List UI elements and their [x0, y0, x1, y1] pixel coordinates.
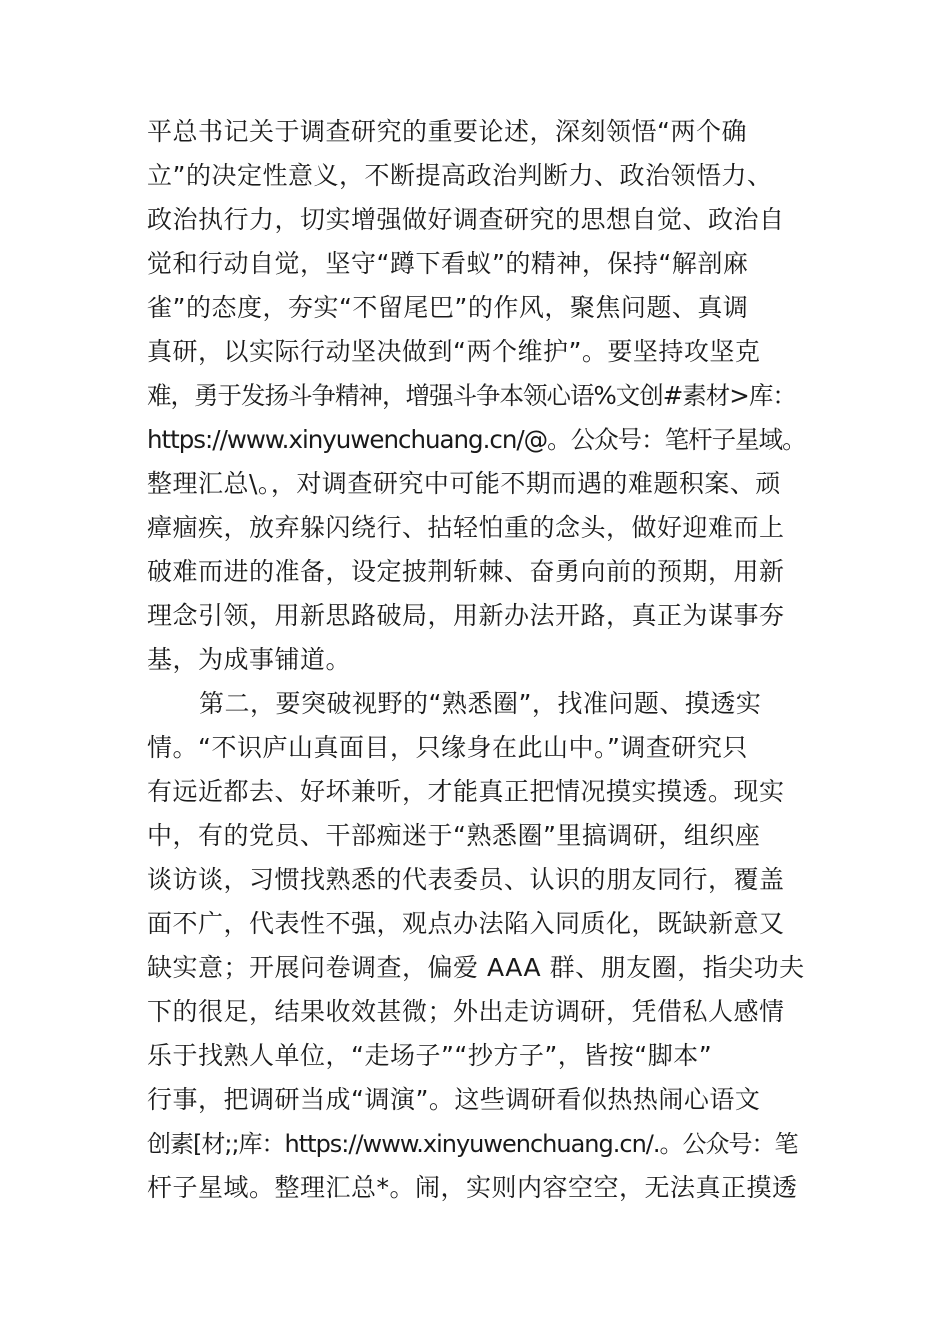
text-line: 基，为成事铺道。	[147, 645, 352, 674]
text-line: 整理汇总\。，对调查研究中可能不期而遇的难题积案、顽	[147, 469, 781, 498]
text-line: 中，有的党员、干部痴迷于“熟悉圈”里搞调研，组织座	[147, 821, 761, 850]
text-line: 下的很足，结果收效甚微；外出走访调研，凭借私人感情	[147, 997, 785, 1026]
text-line: 瘴痼疾，放弃躲闪绕行、拈轻怕重的念头，做好迎难而上	[147, 513, 785, 542]
text-line: 行事，把调研当成“调演”。这些调研看似热热闹心语文	[147, 1085, 761, 1114]
text-line: 雀”的态度，夯实“不留尾巴”的作风，聚焦问题、真调	[147, 293, 749, 322]
text-line: 立”的决定性意义，不断提高政治判断力、政治领悟力、	[147, 161, 773, 190]
text-line: 缺实意；开展问卷调查，偏爱 AAA 群、朋友圈，指尖功夫	[147, 953, 805, 982]
text-line: 有远近都去、好坏兼听，才能真正把情况摸实摸透。现实	[147, 777, 785, 806]
body-text	[147, 110, 807, 1210]
text-line: 破难而进的准备，设定披荆斩棘、奋勇向前的预期，用新	[147, 557, 785, 586]
text-line: 谈访谈，习惯找熟悉的代表委员、认识的朋友同行，覆盖	[147, 865, 785, 894]
text-line: https://www.xinyuwenchuang.cn/@。公众号：笔杆子星域。	[147, 425, 806, 454]
text-line: 真研，以实际行动坚决做到“两个维护”。要坚持攻坚克	[147, 337, 761, 366]
text-line: 创素[材;;库：https://www.xinyuwenchuang.cn/.。公众号：笔	[147, 1130, 798, 1158]
text-line: 政治执行力，切实增强做好调查研究的思想自觉、政治自	[147, 205, 785, 234]
text-line: 难，勇于发扬斗争精神，增强斗争本领心语%文创#素材>库：	[147, 381, 796, 410]
text-line: 平总书记关于调查研究的重要论述，深刻领悟“两个确	[147, 117, 747, 146]
text-line: 觉和行动自觉，坚守“蹲下看蚁”的精神，保持“解剖麻	[147, 249, 749, 278]
text-line: 杆子星域。整理汇总*。闹，实则内容空空，无法真正摸透	[147, 1173, 798, 1202]
text-line: 乐于找熟人单位，“走场子”“抄方子”，皆按“脚本”	[147, 1041, 713, 1070]
paragraph-start-line: 第二，要突破视野的“熟悉圈”，找准问题、摸透实	[199, 689, 762, 718]
text-line: 面不广，代表性不强，观点办法陷入同质化，既缺新意又	[147, 909, 785, 938]
text-line: 理念引领，用新思路破局，用新办法开路，真正为谋事夯	[147, 601, 785, 630]
text-line: 情。“不识庐山真面目，只缘身在此山中。”调查研究只	[147, 733, 748, 762]
